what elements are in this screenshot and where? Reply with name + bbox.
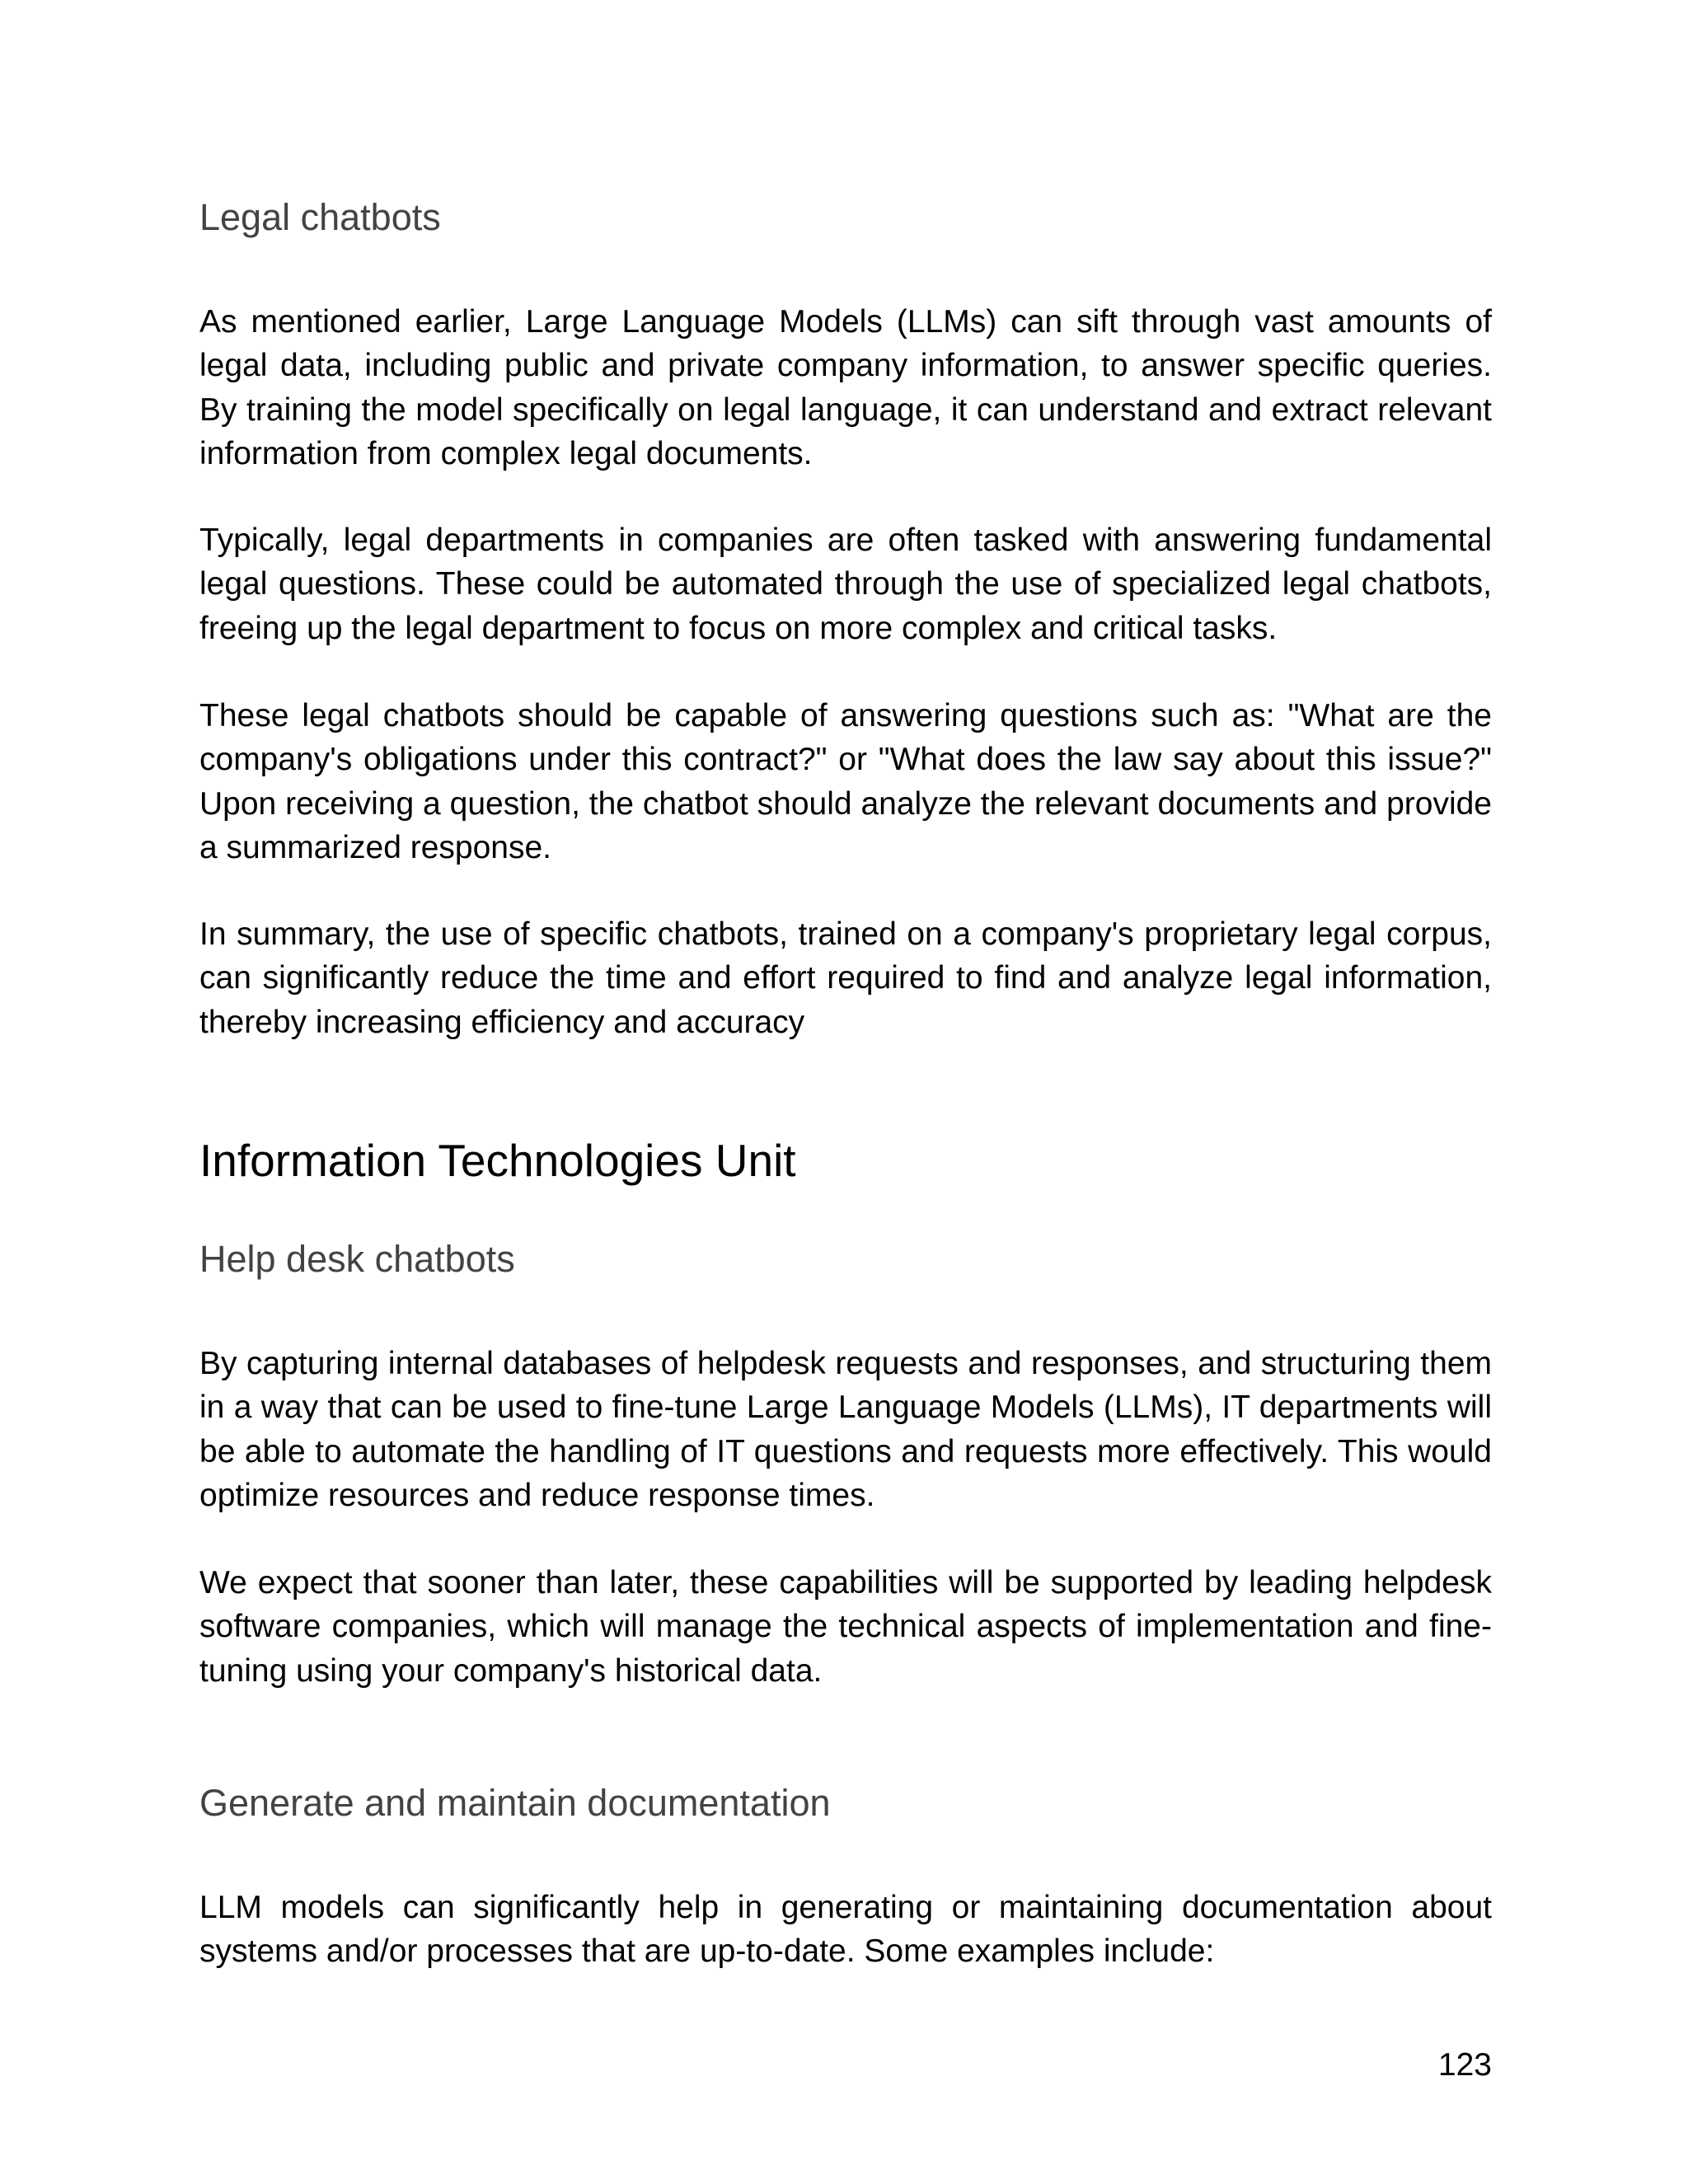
documentation-paragraph-1: LLM models can significantly help in generating or maintaining documentation about systems and/or processes that are up-to-date. Some examples include: [199, 1890, 1492, 1970]
page-number: 123 [1437, 2047, 1492, 2083]
helpdesk-paragraph-2: We expect that sooner than later, these capabilities will be supported by leading helpdesk software companies, which will manage the technical aspects of implementation and fine-tuning using your company's historical data. [199, 1565, 1492, 1689]
legal-paragraph-1: As mentioned earlier, Large Language Models (LLMs) can sift through vast amounts of legal data, including public and private company information, to answer specific queries. By training the model specifically on legal language, it can understand and extract relevant information from complex legal documents. [199, 304, 1492, 471]
helpdesk-chatbots-subheading: Help desk chatbots [199, 1238, 515, 1280]
legal-paragraph-2: Typically, legal departments in companies are often tasked with answering fundamental legal questions. These could be automated through the use of specialized legal chatbots, freeing up the legal department to focus on more complex and critical tasks. [199, 523, 1492, 646]
helpdesk-paragraph-1: By capturing internal databases of helpdesk requests and responses, and structuring them in a way that can be used to fine-tune Large Language Models (LLMs), IT departments will be able to automate the handling of IT questions and requests more effectively. This would optimize resources and reduce response times. [199, 1346, 1492, 1513]
legal-chatbots-subheading: Legal chatbots [199, 196, 441, 238]
legal-paragraph-4: In summary, the use of specific chatbots, trained on a company's proprietary legal corpus, can significantly reduce the time and effort required to find and analyze legal information, thereby increasing efficiency and accuracy [199, 916, 1492, 1040]
it-unit-heading: Information Technologies Unit [199, 1135, 796, 1186]
documentation-subheading: Generate and maintain documentation [199, 1782, 831, 1824]
legal-paragraph-3: These legal chatbots should be capable of answering questions such as: "What are the company's obligations under this contract?" or "What does the law say about this issue?" Upon receiving a question, the chatbot should analyze the relevant documents and provide a summarized response. [199, 698, 1492, 865]
